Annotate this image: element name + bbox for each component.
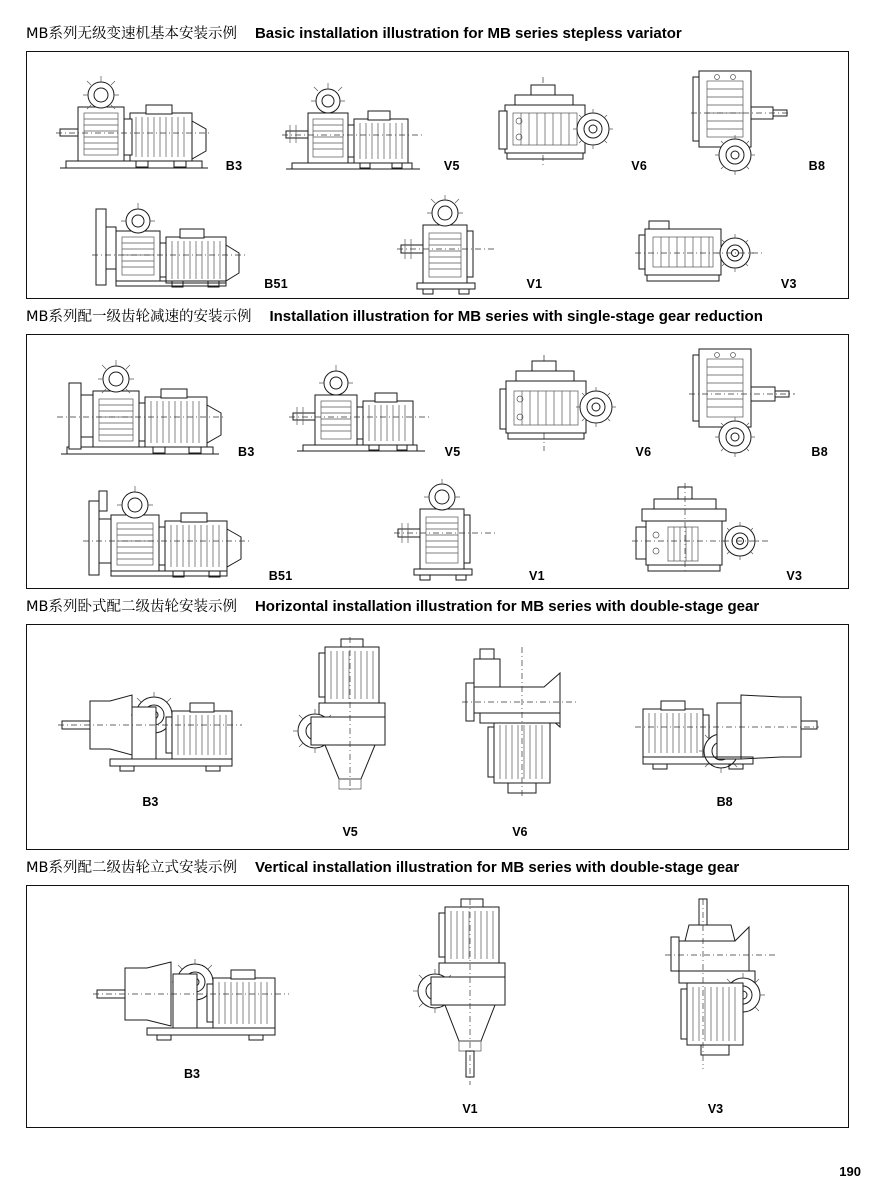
figure-label: B3: [184, 1067, 200, 1081]
heading-english: Basic installation illustration for MB series stepless variator: [254, 25, 682, 42]
diagram-helical-vertical-shaft-up: [643, 899, 788, 1094]
diagram-helical-vertical-up: [450, 637, 590, 817]
figure-cell: [450, 637, 590, 839]
figure-cell: [673, 59, 826, 177]
diagram-gear-variator-foot-v5: [279, 347, 439, 463]
figure-cell: [268, 67, 460, 177]
diagram-gear-worm-vertical: [675, 341, 805, 463]
figure-label: V1: [529, 569, 545, 583]
figure-frame: [26, 334, 849, 589]
figure-frame: [26, 885, 849, 1128]
section-double-stage-vertical: [26, 856, 849, 1128]
section-single-stage: [26, 305, 849, 589]
figure-cell: [78, 191, 288, 295]
figure-label: V6: [635, 445, 652, 459]
section-heading: [26, 856, 849, 877]
figure-label: V3: [780, 277, 797, 291]
figure-row: [27, 886, 848, 1129]
figure-label: B51: [268, 569, 293, 583]
diagram-gear-variator-vertical: [368, 477, 523, 587]
section-heading: [26, 305, 849, 326]
diagram-gear-worm-top: [620, 477, 780, 587]
figure-row: [27, 625, 848, 851]
diagram-worm-gear-vertical: [673, 59, 803, 177]
figure-label: V3: [786, 569, 803, 583]
figure-cell: [73, 477, 293, 587]
figure-cell: [485, 67, 647, 177]
figure-cell: [87, 934, 297, 1081]
figure-cell: [50, 67, 243, 177]
figure-label: B8: [716, 795, 733, 809]
figure-row: [27, 52, 848, 177]
diagram-worm-gear-top: [625, 191, 775, 295]
figure-label: B8: [808, 159, 826, 173]
heading-english: Vertical installation illustration for MB series with double-stage gear: [254, 859, 740, 876]
figure-cell: [47, 347, 255, 463]
figure-cell: [371, 191, 543, 295]
page-number: 190: [839, 1164, 861, 1179]
diagram-helical-vertical-down: [285, 637, 415, 817]
diagram-worm-gear-flange: [485, 67, 625, 177]
section-double-stage-horizontal: [26, 595, 849, 850]
heading-chinese: MB系列无级变速机基本安装示例: [26, 26, 237, 42]
figure-label: V5: [342, 825, 358, 839]
figure-cell: [620, 477, 802, 587]
figure-label: V1: [462, 1102, 478, 1116]
diagram-helical-horizontal-right: [625, 667, 825, 787]
figure-cell: [50, 667, 250, 809]
figure-label: V3: [707, 1102, 724, 1116]
diagram-helical-horizontal-left: [50, 667, 250, 787]
heading-chinese: MB系列配一级齿轮减速的安装示例: [26, 309, 252, 325]
figure-label: V1: [526, 277, 543, 291]
figure-cell: [279, 347, 461, 463]
figure-label: B51: [264, 277, 289, 291]
figure-cell: [625, 191, 797, 295]
diagram-gear-variator-foot: [47, 347, 232, 463]
diagram-motor-variator-flange: [78, 191, 258, 295]
figure-label: V6: [631, 159, 648, 173]
diagram-helical-vertical-shaft-down: [405, 899, 535, 1094]
heading-chinese: MB系列卧式配二级齿轮安装示例: [26, 599, 237, 615]
diagram-gear-worm-flange: [484, 347, 629, 463]
section-heading: [26, 595, 849, 616]
figure-cell: [625, 667, 825, 809]
diagram-motor-variator-foot-v5: [268, 67, 438, 177]
figure-label: B8: [811, 445, 828, 459]
figure-label: B3: [225, 159, 243, 173]
figure-row: [27, 463, 848, 587]
diagram-helical-horizontal-left-b3: [87, 934, 297, 1059]
figure-frame: [26, 51, 849, 299]
figure-cell: [675, 341, 828, 463]
figure-cell: [405, 899, 535, 1116]
figure-cell: [368, 477, 545, 587]
diagram-gear-variator-flange: [73, 477, 263, 587]
figure-cell: [643, 899, 788, 1116]
figure-label: B3: [142, 795, 159, 809]
section-basic: [26, 22, 849, 299]
figure-row: [27, 335, 848, 463]
figure-cell: [484, 347, 651, 463]
figure-frame: [26, 624, 849, 850]
figure-cell: [285, 637, 415, 839]
figure-row: [27, 177, 848, 295]
section-heading: [26, 22, 849, 43]
figure-label: V5: [444, 445, 461, 459]
figure-label: B3: [238, 445, 255, 459]
heading-chinese: MB系列配二级齿轮立式安装示例: [26, 860, 237, 876]
figure-label: V5: [443, 159, 460, 173]
diagram-motor-variator-foot: [50, 67, 220, 177]
diagram-motor-variator-vertical: [371, 191, 521, 295]
heading-english: Horizontal installation illustration for MB series with double-stage gear: [254, 598, 760, 615]
figure-label: V6: [512, 825, 528, 839]
heading-english: Installation illustration for MB series with single-stage gear reduction: [269, 308, 763, 325]
